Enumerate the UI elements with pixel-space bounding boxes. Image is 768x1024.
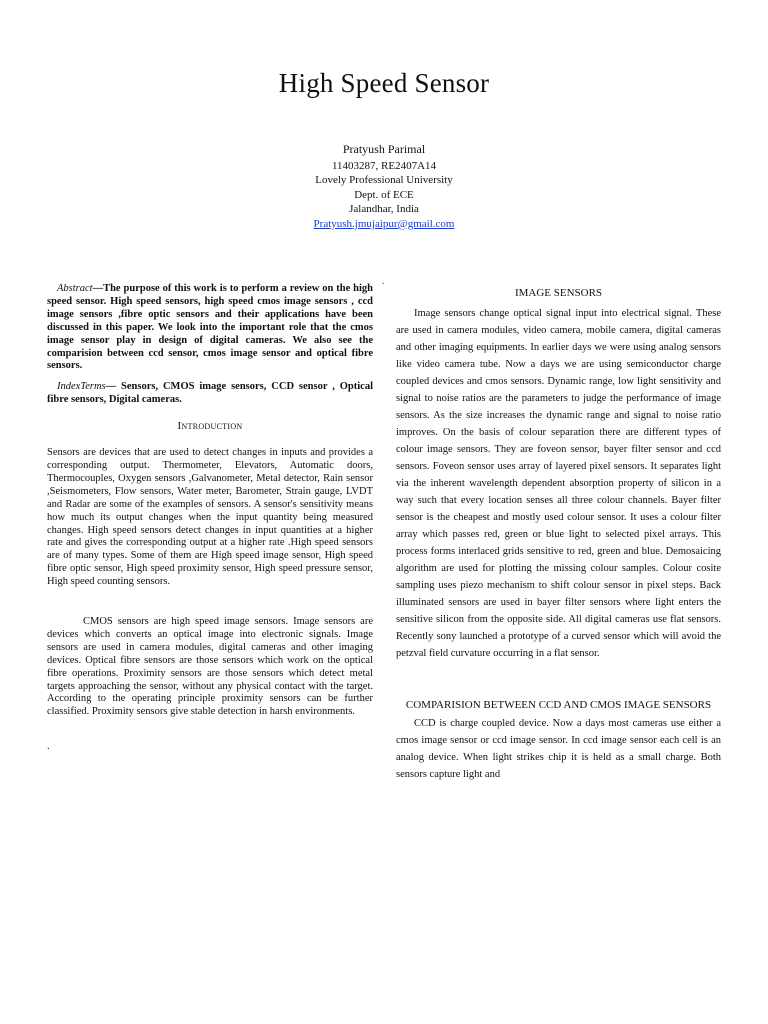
author-email-link[interactable]: Pratyush.jmujaipur@gmail.com [313, 217, 455, 230]
abstract [47, 283, 373, 373]
author-id: 11403287, RE2407A14 [331, 160, 437, 172]
comparison-heading: COMPARISION BETWEEN CCD AND CMOS IMAGE SENSORS [405, 699, 712, 711]
author-dept: Dept. of ECE [354, 188, 414, 201]
index-terms-dash: — [105, 381, 122, 393]
abstract-text: The purpose of this work is to perform a review on the high speed sensor. High speed sensors, high speed cmos image sensors , ccd image sensors ,fibre optic sensors and their applications have been discussed in this paper. We look into the important role that the cmos image sensor play in design of digital cameras. We also see the comparision between ccd sensor, cmos image sensor and optical fibre sensors. [47, 283, 373, 372]
comparison-paragraph: CCD is charge coupled device. Now a days most cameras use either a cmos image sensor or ccd image sensor. In ccd image sensor each cell is an analog device. When light strikes chip it is held as a small charge. Both sensors capture light and [396, 717, 721, 780]
author-block [0, 141, 768, 231]
author-name: Pratyush Parimal [342, 142, 426, 156]
introduction-heading: Introduction [177, 420, 243, 433]
abstract-dash: — [92, 283, 104, 294]
index-terms-text: Sensors, CMOS image sensors, CCD sensor , Optical fibre sensors, Digital cameras. [47, 381, 373, 406]
stray-mark: . [382, 276, 385, 286]
introduction-paragraph-1: Sensors are devices that are used to detect changes in inputs and provides a corresponding output. Thermometer, Elevators, Automatic doors, Thermocouples, Oxygen sensors ,Galvanometer, Metal detector, Rain sensor ,Seismometers, Flow sensors, Water meter, Barometer, Strain gauge, LVDT and Radar are some of the examples of sensors. A sensor's sensitivity means how much its output changes when the input quantity being measured changes. High speed sensors detect changes in input quantities at a higher rate and gives the corresponding output at a higher rate .High speed sensors are of many types. Some of them are High speed image sensor, High speed fibre optic sensor, High speed proximity sensor, High speed pressure sensor, High speed counting sensors. [47, 447, 373, 588]
index-terms-lead: IndexTerms [57, 381, 106, 393]
stray-mark-left: . [47, 741, 50, 753]
author-university: Lovely Professional University [315, 174, 453, 187]
paper-title: High Speed Sensor [278, 68, 490, 98]
right-column [396, 286, 721, 783]
image-sensors-heading: IMAGE SENSORS [514, 287, 603, 299]
abstract-lead: Abstract [57, 283, 93, 294]
image-sensors-paragraph: Image sensors change optical signal input into electrical signal. These are used in camera modules, video camera, mobile camera, digital cameras and other imaging equipments. In earlier days we were using analog sensors like video camera tube. Now a days we are using semiconductor charge coupled devices and cmos sensors. Dynamic range, low light sensitivity and signal to noise ratios are the parameters to judge the performance of image sensors. As the size increases the dynamic range and signal to noise ratio improves. On the basis of colour separation there are different types of colour image sensors. They are foveon sensor, bayer filter sensor and ccd sensors. Foveon sensor uses array of layered pixel sensors. It separates light via the inherent wavelength dependent absorption property of silicon in a way such that every location senses all three colour channels. Bayer filter sensor is the cheapest and mostly used colour sensor. It uses a colour filter array which passes red, green or blue light to selected pixel arrays. This process forms interlaced grids sensitive to red, green and blue. Demosaicing algorithm are used for plotting the missing colour samples. Colour cosite sampling uses piezo mechanism to shift colour sensor in pixel steps. Back illuminated sensors are used in bayer filter sensors where light enters the sensitive silicon from the opposite side. All digital cameras use flat sensors. Recently sony launched a prototype of a curved sensor which will avoid the petzval field curvature occurring in a flat sensor. [396, 308, 721, 659]
index-terms [47, 381, 373, 407]
introduction-paragraph-2: CMOS sensors are high speed image sensors. Image sensors are devices which converts an optical image into electronic signals. Image sensors are used in camera modules, digital cameras and other imaging devices. Optical fibre sensors are those sensors which work on the optical fibre operations. Proximity sensors are those sensors which detect metal targets approaching the sensor, without any physical contact with the target. According to the operating principle proximity sensors can be further classified. Proximity sensors give stable detection in harsh environments. [47, 616, 373, 718]
author-location: Jalandhar, India [349, 203, 419, 216]
left-column [47, 283, 373, 754]
